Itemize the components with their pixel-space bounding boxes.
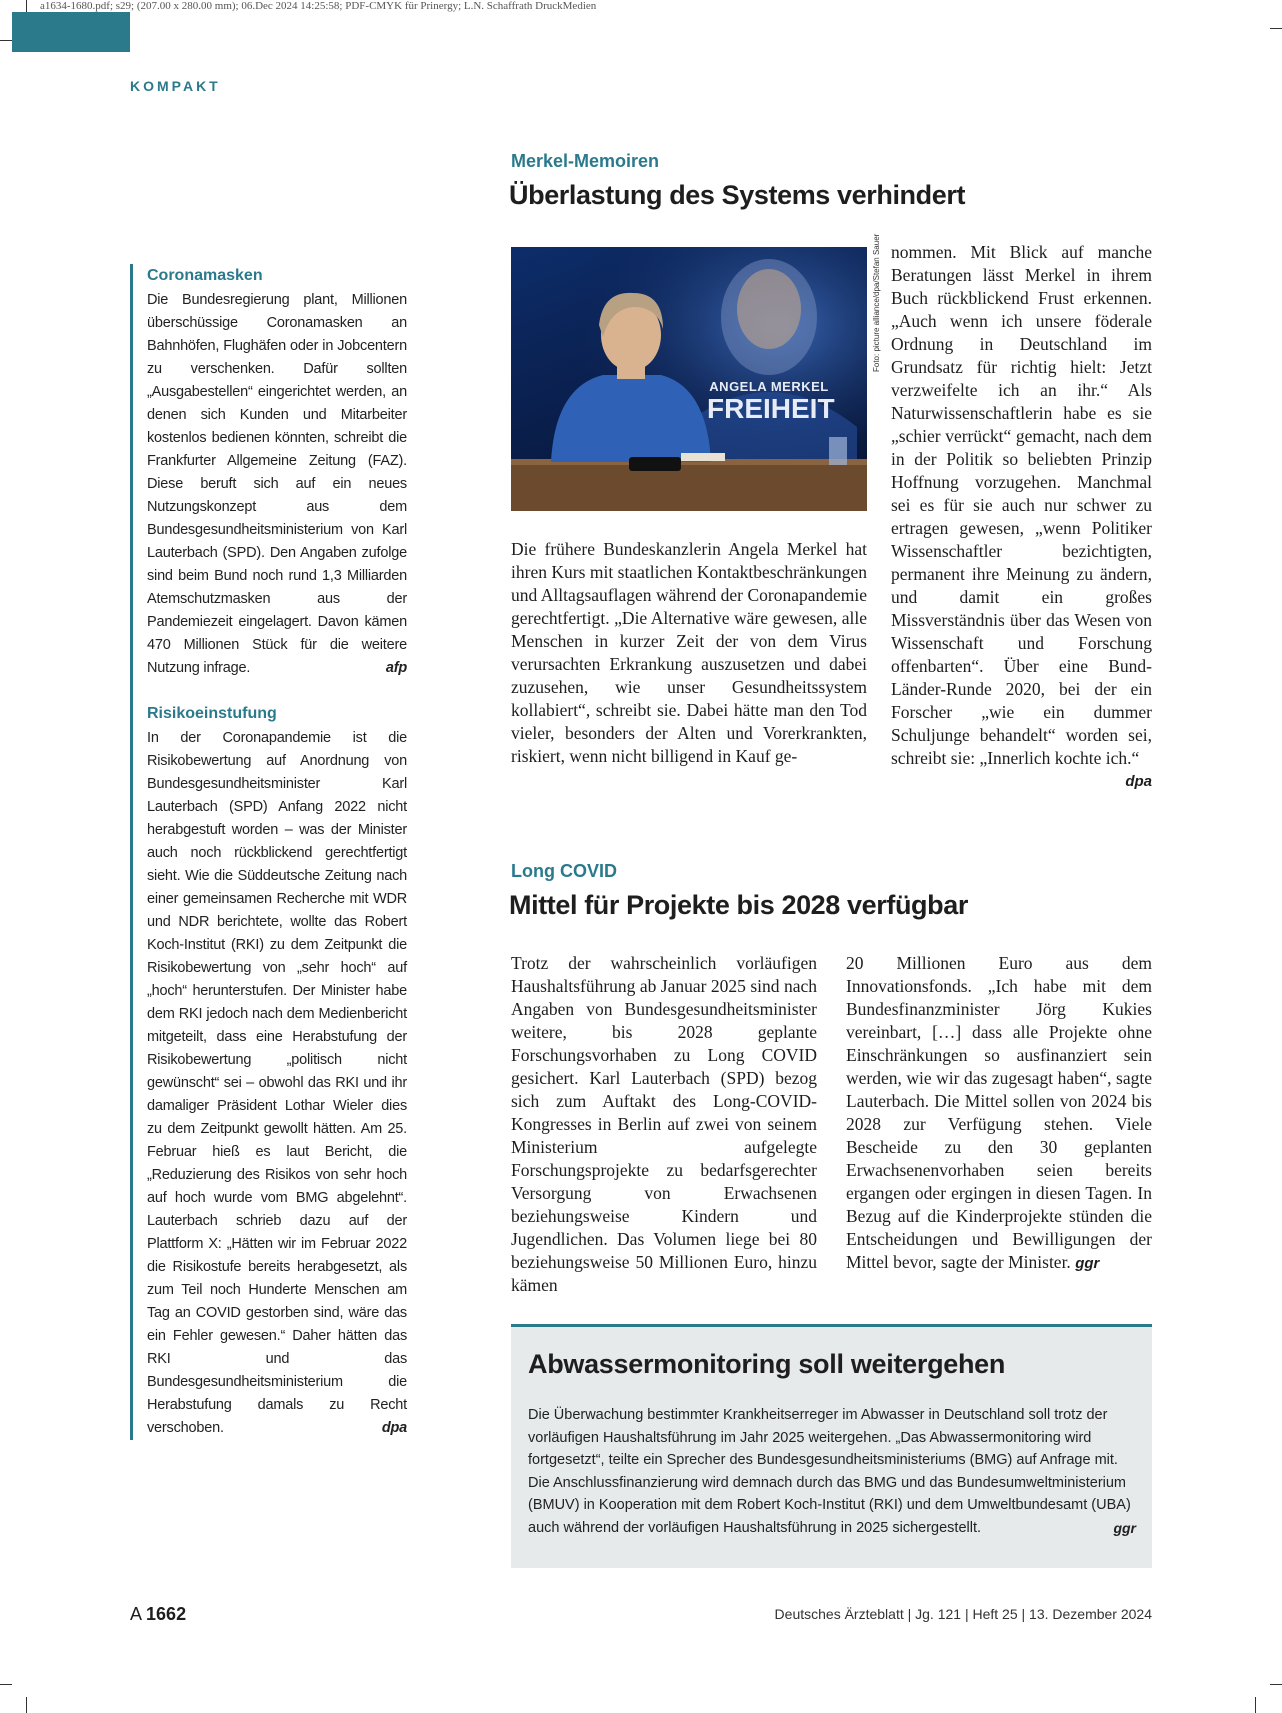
book-cover-text [707, 379, 835, 424]
crop-mark [0, 1684, 12, 1685]
source-tag: ggr [1113, 1519, 1136, 1536]
page-number [130, 1604, 186, 1625]
sidebar-item [147, 264, 407, 680]
article-headline: Mittel für Projekte bis 2028 verfügbar [509, 890, 968, 920]
sidebar-item-body: In der Coronapandemie ist die Risikobewertung auf Anordnung von Bundesgesundheitsminister Karl Lauterbach (SPD) Anfang 2022 nicht herabgestuft worden – was der Minister auch noch rückblickend gerechtfertigt sieht. Wie die Süddeutsche Zeitung nach einer gemeinsamen Recherche mit WDR und NDR berichtete, wollte das Robert Koch-Institut (RKI) zu dem Zeitpunkt die Risikobewertung von „sehr hoch“ auf „hoch“ herunterstufen. Der Minister habe dem RKI jedoch nach dem Medienbericht mitgeteilt, dass eine Herabstufung der Risikobewertung „politisch nicht gewünscht“ sei – obwohl das RKI und ihr damaliger Präsident Lothar Wieler dies zu dem Zeitpunkt gewollt hätten. Am 25. Februar hieß es laut Bericht, die „Reduzierung des Risikos von sehr hoch auf hoch wurde vom BMG abgelehnt“. Lauterbach schrieb dazu auf der Plattform X: „Hätten wir im Februar 2022 die Risikostufe bereits herabgesetzt, als zum Teil noch Hunderte Menschen am Tag an COVID gestorben sind, wäre das ein Fehler gewesen.“ Daher hätten das RKI und das Bundesgesundheitsministerium die Herabstufung damals zu Recht verschoben. [147, 730, 407, 1436]
source-tag: afp [385, 660, 407, 676]
article-kicker: Merkel-Memoiren [511, 151, 660, 171]
news-sidebar [130, 264, 407, 1440]
crop-mark [1270, 28, 1282, 29]
info-box [511, 1324, 1152, 1568]
sidebar-item-text [147, 727, 407, 1440]
article-column-body: 20 Millionen Euro aus dem Innovationsfonds. „Ich habe mit dem Bundesfinanzminister Jörg Kukies vereinbart, […] dass alle Projekte ohne Einschränkungen so ausfinanziert sein werden, wie wir das zugesagt haben“, sagte Lauterbach. Die Mittel sollen von 2024 bis 2028 zur Verfügung stehen. Viele Bescheide zu den 30 geplanten Erwachsenenvorhaben seien bereits ergangen oder ergingen in diesen Tagen. In Bezug auf die Kinderprojekte stünden die Entscheidungen und Bewilligungen der Mittel bevor, sagte der Minister. [846, 953, 1152, 1272]
article-kicker: Long COVID [511, 861, 617, 881]
sidebar-item [147, 702, 407, 1440]
article-column [846, 952, 1152, 1275]
merkel-photo [511, 247, 867, 511]
source-tag: ggr [1075, 1255, 1100, 1272]
article-headline: Überlastung des Systems verhindert [509, 180, 966, 210]
sidebar-item-body: Die Bundesregierung plant, Millionen überschüssige Coronamasken an Bahnhöfen, Flughäfen oder in Jobcentern zu verschenken. Dafür sollten „Ausgabestellen“ eingerichtet werden, an denen sich Kunden und Mitarbeiter kostenlos bedienen könnten, schreibt die Frankfurter Allgemeine Zeitung (FAZ). Diese beruft sich auf ein neues Nutzungskonzept aus dem Bundesgesundheitsministerium von Karl Lauterbach (SPD). Den Angaben zufolge sind beim Bund noch rund 1,3 Milliarden Atemschutzmasken aus der Pandemiezeit eingelagert. Davon kämen 470 Millionen Stück für die weitere Nutzung infrage. [147, 292, 407, 676]
page-number-value: 1662 [146, 1604, 187, 1624]
page-prefix: A [130, 1604, 142, 1624]
source-tag: dpa [381, 1420, 407, 1436]
section-label: KOMPAKT [130, 78, 221, 94]
section-color-tab [12, 12, 130, 52]
sidebar-item-title: Risikoeinstufung [147, 705, 277, 722]
box-body: Die Überwachung bestimmter Krankheitserreger im Abwasser in Deutschland soll trotz der vorläufigen Haushaltsführung im Jahr 2025 weitergehen. „Das Abwassermonitoring wird fortgesetzt“, teilte ein Sprecher des Bundesgesundheitsministeriums (BMG) auf Anfrage mit. Die Anschlussfinanzierung wird demnach durch das BMG und das Bundesumweltministerium (BMUV) in Kooperation mit dem Robert Koch-Institut (RKI) und dem Umweltbundesamt (UBA) auch während der vorläufigen Haushaltsführung in 2025 sichergestellt. [528, 1407, 1131, 1536]
crop-mark [0, 40, 12, 41]
article-column-body: nommen. Mit Blick auf manche Beratungen lässt Merkel in ihrem Buch rückblickend Frust erkennen. „Auch wenn ich unsere föderale Ordnung in Deutschland im Grundsatz für richtig hielt: Jetzt verzweifelte ich an ihr.“ Als Naturwissenschaftlerin habe es sie „schier verrückt“ gemacht, nach dem in der Politik so beliebten Prinzip Hoffnung vorzugehen. Manchmal sei es für sie auch nur schwer zu ertragen gewesen, „wenn Politiker Wissenschaftler bezichtigten, permanent ihre Meinung zu ändern, und damit ein großes Missverständnis über das Wesen von Wissenschaft und Forschung offenbarten“. Über eine Bund-Länder-Runde 2020, bei der ein Forscher „wie ein dummer Schuljunge behandelt“ worden sei, schreibt sie: „Innerlich kochte ich.“ [891, 242, 1152, 768]
sidebar-item-title: Coronamasken [147, 267, 263, 284]
book-title: FREIHEIT [707, 393, 835, 424]
crop-mark [1255, 1697, 1256, 1713]
box-text [528, 1404, 1136, 1539]
source-tag: dpa [1125, 773, 1152, 790]
crop-mark [26, 1697, 27, 1713]
article-column: Trotz der wahrscheinlich vorläufigen Haushaltsführung ab Januar 2025 sind nach Angaben von Bundesgesundheitsminister weitere, bis 2028 geplante Forschungsvorhaben zu Long COVID gesichert. Karl Lauterbach (SPD) bezog sich zum Auftakt des Long-COVID-Kongresses in Berlin auf zwei von seinem Ministerium aufgelegte Forschungsprojekte zu bedarfsgerechter Versorgung von Erwachsenen beziehungsweise Kindern und Jugendlichen. Das Volumen liege bei 80 beziehungsweise 50 Millionen Euro, hinzu kämen [511, 953, 817, 1295]
article-column: Die frühere Bundeskanzlerin Angela Merkel hat ihren Kurs mit staatlichen Kontaktbeschränkungen und Alltagsauflagen während der Coronapandemie gerechtfertigt. „Die Alternative wäre gewesen, alle Menschen in kurzer Zeit der von dem Virus verursachten Erkrankung auszusetzen und dabei zuzusehen, wie unser Gesundheitssystem kollabiert“, schreibt sie. Dabei hätte man den Tod vieler, besonders der Alten und Vorerkrankten, riskiert, wenn nicht billigend in Kauf ge- [511, 539, 867, 766]
photo-credit: Foto: picture alliance/dpa/Stefan Sauer [872, 233, 881, 372]
crop-mark [1270, 1684, 1282, 1685]
book-author: ANGELA MERKEL [709, 379, 829, 394]
box-title: Abwassermonitoring soll weitergehen [528, 1349, 1006, 1379]
sidebar-item-text [147, 289, 407, 680]
print-slug: a1634-1680.pdf; s29; (207.00 x 280.00 mm); 06.Dec 2024 14:25:58; PDF-CMYK für Prinergy; L.N. Schaffrath DruckMedien [40, 0, 597, 12]
article-column [891, 241, 1152, 793]
journal-citation: Deutsches Ärzteblatt | Jg. 121 | Heft 25 | 13. Dezember 2024 [774, 1606, 1152, 1622]
